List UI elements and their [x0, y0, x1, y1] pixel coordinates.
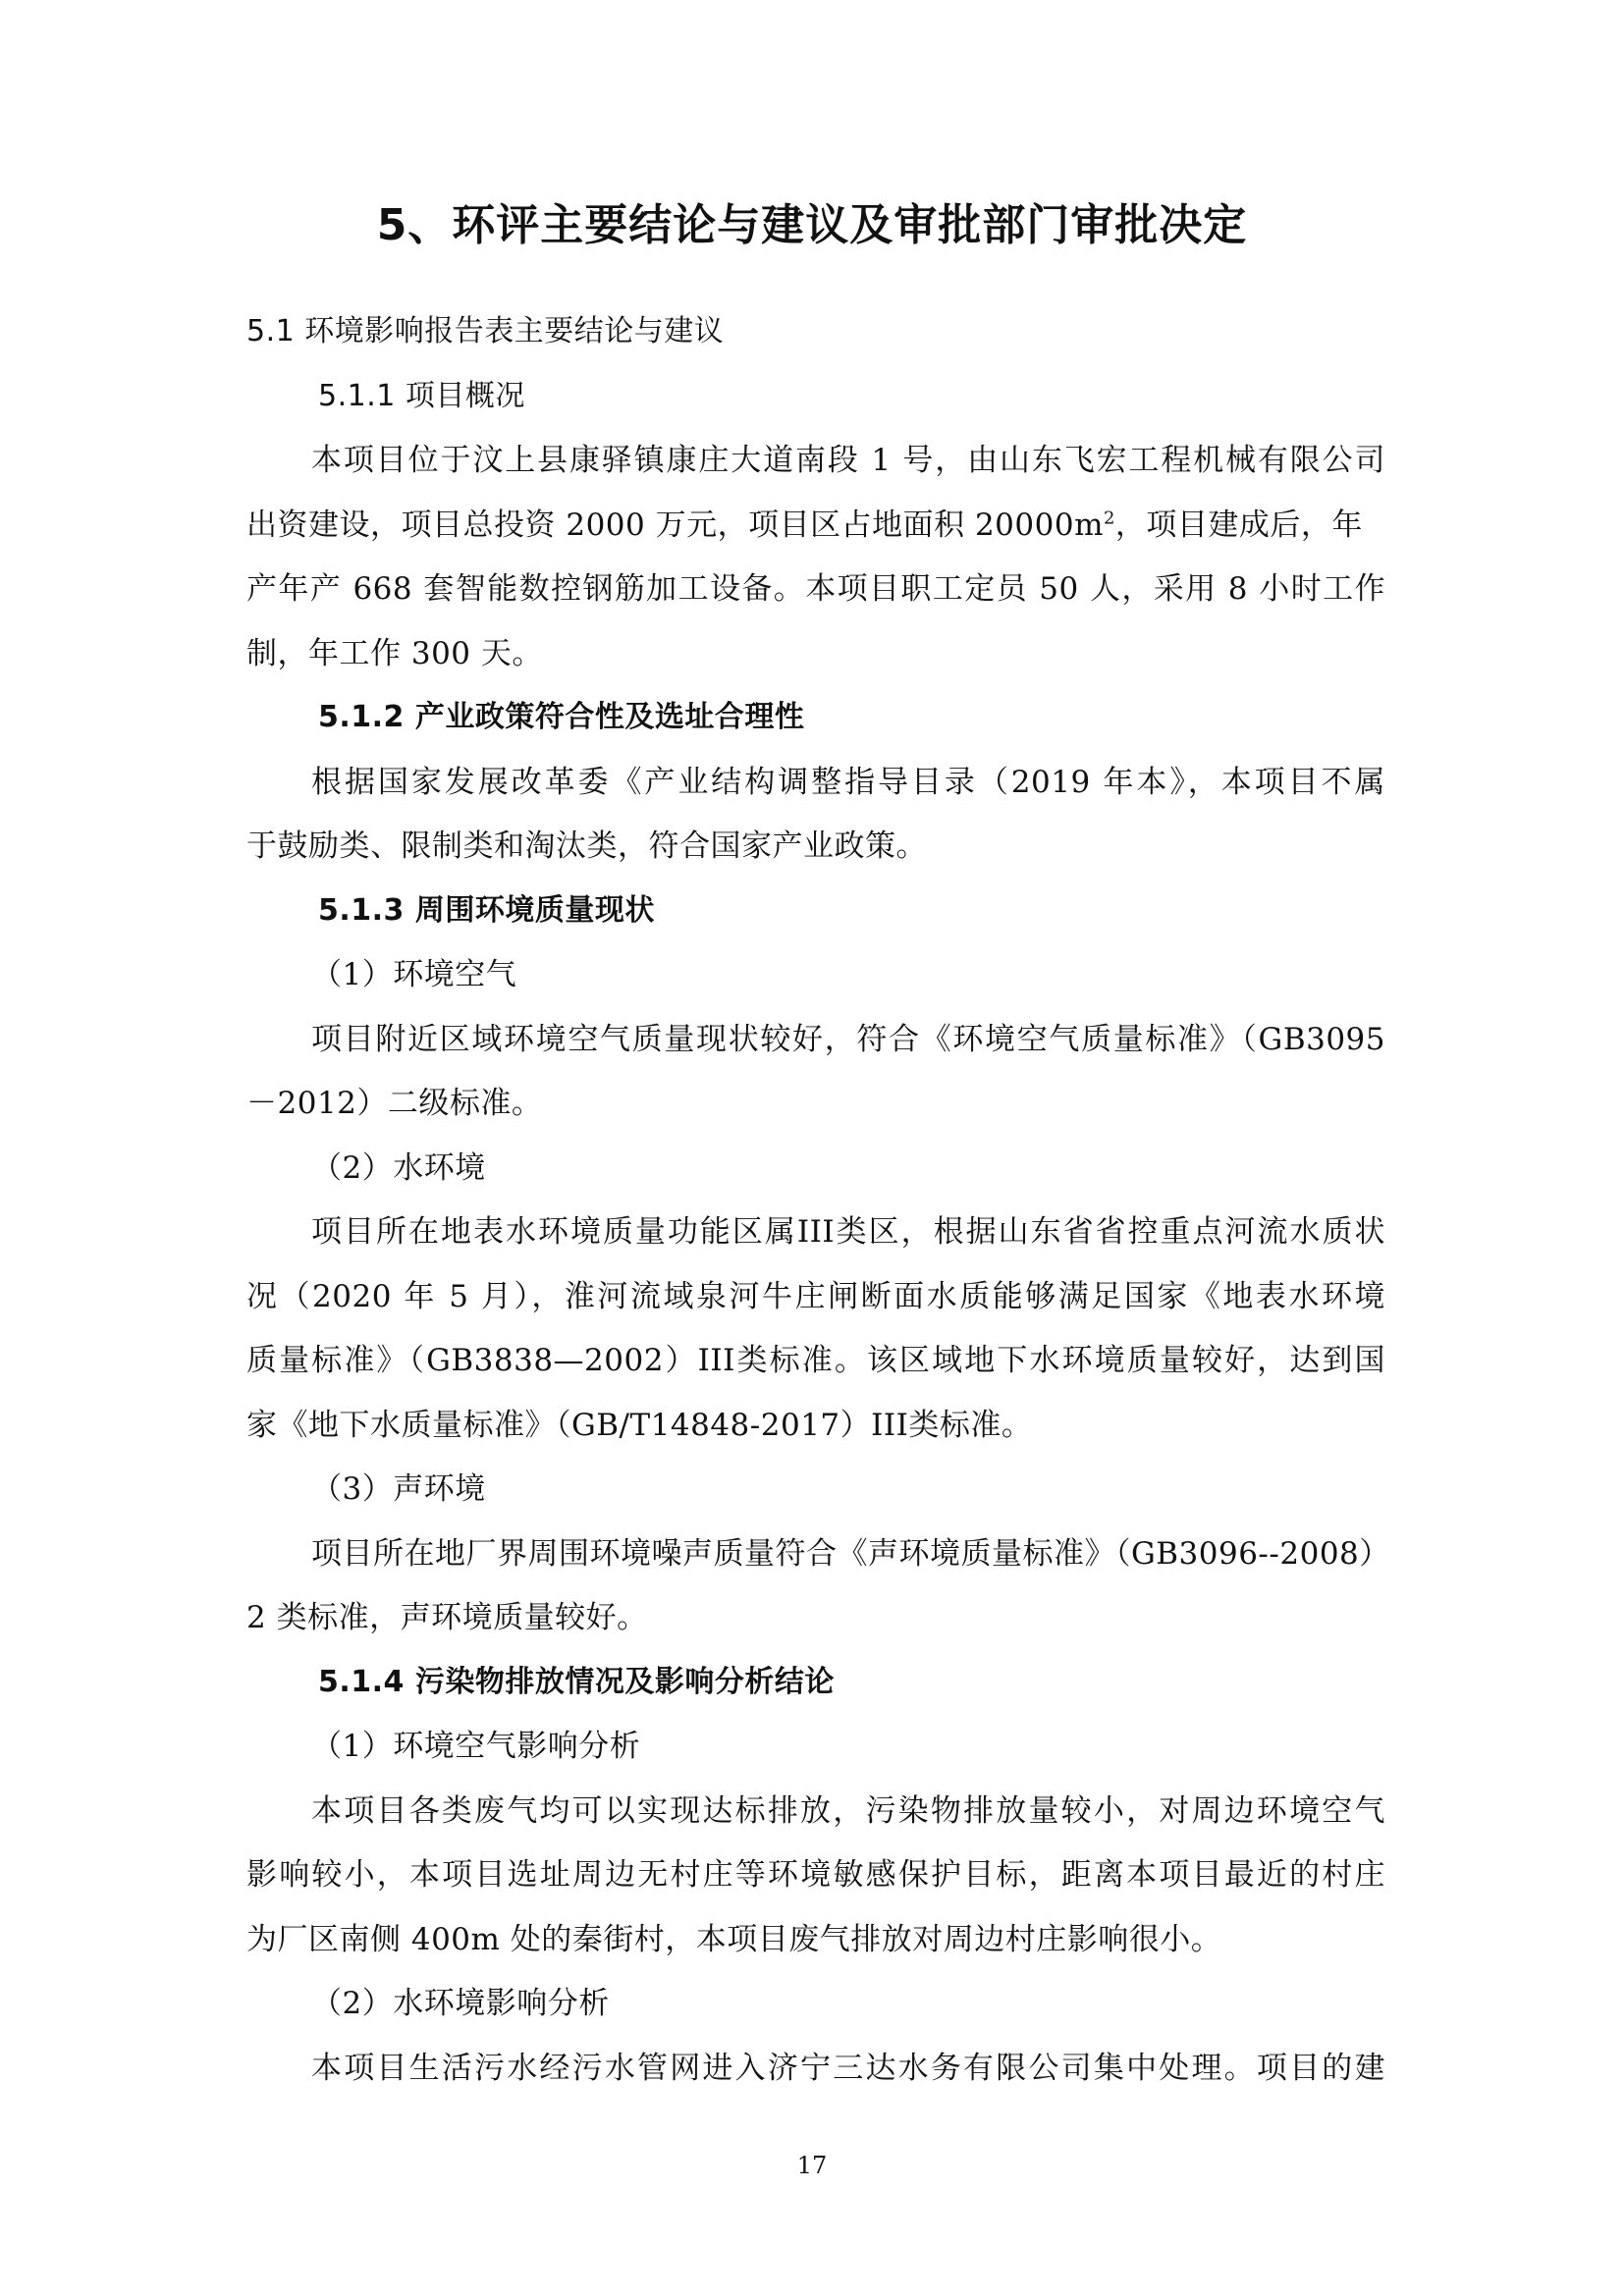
- paragraph-line: 况（2020 年 5 月），淮河流域泉河牛庄闸断面水质能够满足国家《地表水环境: [246, 1279, 1385, 1314]
- page-number: 17: [796, 2152, 828, 2179]
- paragraph-line: 项目所在地表水环境质量功能区属III类区，根据山东省省控重点河流水质状: [311, 1214, 1385, 1250]
- section-heading-5-1: 5.1 环境影响报告表主要结论与建议: [246, 314, 725, 348]
- paragraph-line: 产年产 668 套智能数控钢筋加工设备。本项目职工定员 50 人，采用 8 小时工作: [246, 571, 1385, 607]
- paragraph-text: ，项目建成后，年: [1114, 507, 1363, 543]
- paragraph-line: 本项目位于汶上县康驿镇康庄大道南段 1 号，由山东飞宏工程机械有限公司: [311, 443, 1385, 478]
- subsection-heading-5-1-2: 5.1.2 产业政策符合性及选址合理性: [318, 700, 805, 734]
- paragraph-line: 项目所在地厂界周围环境噪声质量符合《声环境质量标准》（GB3096--2008）: [311, 1536, 1390, 1572]
- item-label: （2）水环境: [311, 1150, 486, 1186]
- paragraph-line: 2 类标准，声环境质量较好。: [246, 1600, 648, 1635]
- paragraph-line: 根据国家发展改革委《产业结构调整指导目录（2019 年本》，本项目不属: [311, 765, 1385, 800]
- paragraph-line: 制，年工作 300 天。: [246, 636, 543, 671]
- item-label: （3）声环境: [311, 1471, 486, 1507]
- paragraph-line: 家《地下水质量标准》（GB/T14848-2017）III类标准。: [246, 1408, 1033, 1443]
- paragraph-line: －2012）二级标准。: [246, 1086, 543, 1121]
- subsection-heading-5-1-4: 5.1.4 污染物排放情况及影响分析结论: [318, 1665, 835, 1699]
- item-label: （1）环境空气影响分析: [311, 1729, 641, 1764]
- paragraph-line: 本项目各类废气均可以实现达标排放，污染物排放量较小，对周边环境空气: [311, 1793, 1385, 1829]
- subsection-heading-5-1-3: 5.1.3 周围环境质量现状: [318, 893, 655, 928]
- paragraph-line: 质量标准》（GB3838—2002）III类标准。该区域地下水环境质量较好，达到国: [246, 1343, 1385, 1378]
- paragraph-line: 为厂区南侧 400m 处的秦街村，本项目废气排放对周边村庄影响很小。: [246, 1922, 1222, 1957]
- paragraph-line: 影响较小，本项目选址周边无村庄等环境敏感保护目标，距离本项目最近的村庄: [246, 1857, 1385, 1893]
- paragraph-text: 出资建设，项目总投资 2000 万元，项目区占地面积 20000m: [246, 507, 1104, 543]
- paragraph-line: [246, 502, 1385, 549]
- paragraph-line: 于鼓励类、限制类和淘汰类，符合国家产业政策。: [246, 828, 927, 864]
- superscript: 2: [1103, 507, 1115, 529]
- item-label: （2）水环境影响分析: [311, 1986, 610, 2021]
- item-label: （1）环境空气: [311, 957, 517, 992]
- page-title: 5、环评主要结论与建议及审批部门审批决定: [376, 200, 1248, 250]
- subsection-heading-5-1-1: 5.1.1 项目概况: [318, 379, 525, 413]
- paragraph-line: 本项目生活污水经污水管网进入济宁三达水务有限公司集中处理。项目的建: [311, 2051, 1385, 2086]
- paragraph-line: 项目附近区域环境空气质量现状较好，符合《环境空气质量标准》（GB3095: [311, 1022, 1385, 1057]
